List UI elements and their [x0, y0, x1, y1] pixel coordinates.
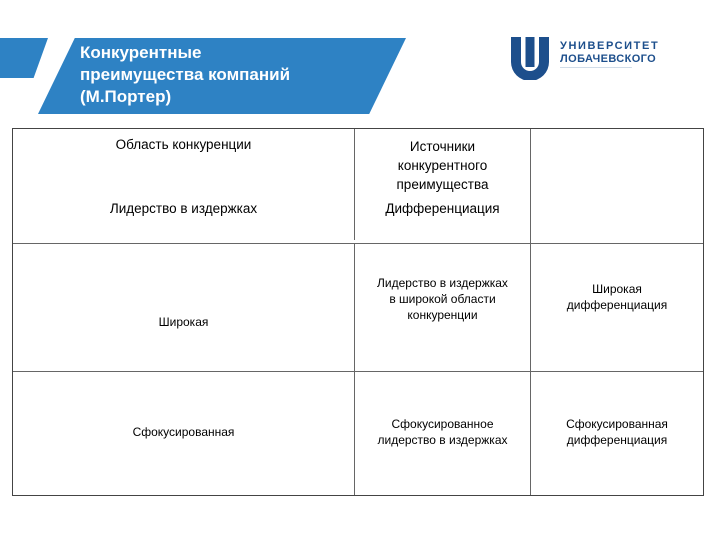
- logo-line-1: УНИВЕРСИТЕТ: [560, 40, 660, 52]
- table-row-scope-cell: [13, 372, 354, 492]
- scope-label: Сфокусированная: [132, 425, 235, 439]
- subheader-cost-label: Лидерство в издержках: [109, 200, 258, 216]
- university-emblem-icon: [508, 34, 552, 80]
- logo-fine-print: ─────────────────────────────: [560, 66, 632, 70]
- subheader-diff-cell: [355, 197, 530, 219]
- title-line: преимущества компаний: [80, 65, 291, 84]
- header-scope-label: Область конкуренции: [115, 136, 252, 152]
- title-line: Конкурентные: [80, 43, 202, 62]
- table-row-diff-cell: [531, 244, 703, 350]
- logo-wordmark: [560, 40, 659, 71]
- cost-line: лидерство в издержках: [377, 433, 508, 447]
- cost-line: Сфокусированное: [391, 417, 494, 431]
- competitive-strategies-table: [12, 128, 704, 496]
- university-logo: [508, 34, 698, 80]
- header-sources-cell: [355, 135, 530, 195]
- diff-line: Сфокусированная: [566, 417, 668, 431]
- header-sources-line: конкурентного: [397, 157, 488, 173]
- diff-line: дифференциация: [566, 298, 668, 312]
- scope-label: Широкая: [158, 314, 209, 329]
- cost-line: Лидерство в издержках: [377, 276, 508, 290]
- table-row-diff-cell: [531, 372, 703, 492]
- subheader-diff-label: Дифференциация: [385, 200, 500, 216]
- logo-line-2: ЛОБАЧЕВСКОГО: [560, 53, 657, 65]
- title-line: (М.Портер): [80, 87, 172, 106]
- subheader-cost-cell: [13, 197, 354, 219]
- header-sources-line: преимущества: [396, 176, 489, 192]
- header-sources-line: Источники: [409, 138, 476, 154]
- diff-line: Широкая: [592, 282, 642, 296]
- cost-line: конкуренции: [407, 308, 478, 322]
- header-scope-cell: [13, 133, 354, 155]
- table-row-cost-cell: [355, 372, 530, 492]
- page-title: [80, 42, 380, 108]
- table-row-scope-cell: [13, 244, 354, 371]
- table-row-cost-cell: [355, 244, 530, 354]
- header-empty-cell: [531, 133, 703, 155]
- cost-line: в широкой области: [389, 292, 496, 306]
- diff-line: дифференциация: [566, 433, 668, 447]
- title-banner-accent: [0, 38, 48, 78]
